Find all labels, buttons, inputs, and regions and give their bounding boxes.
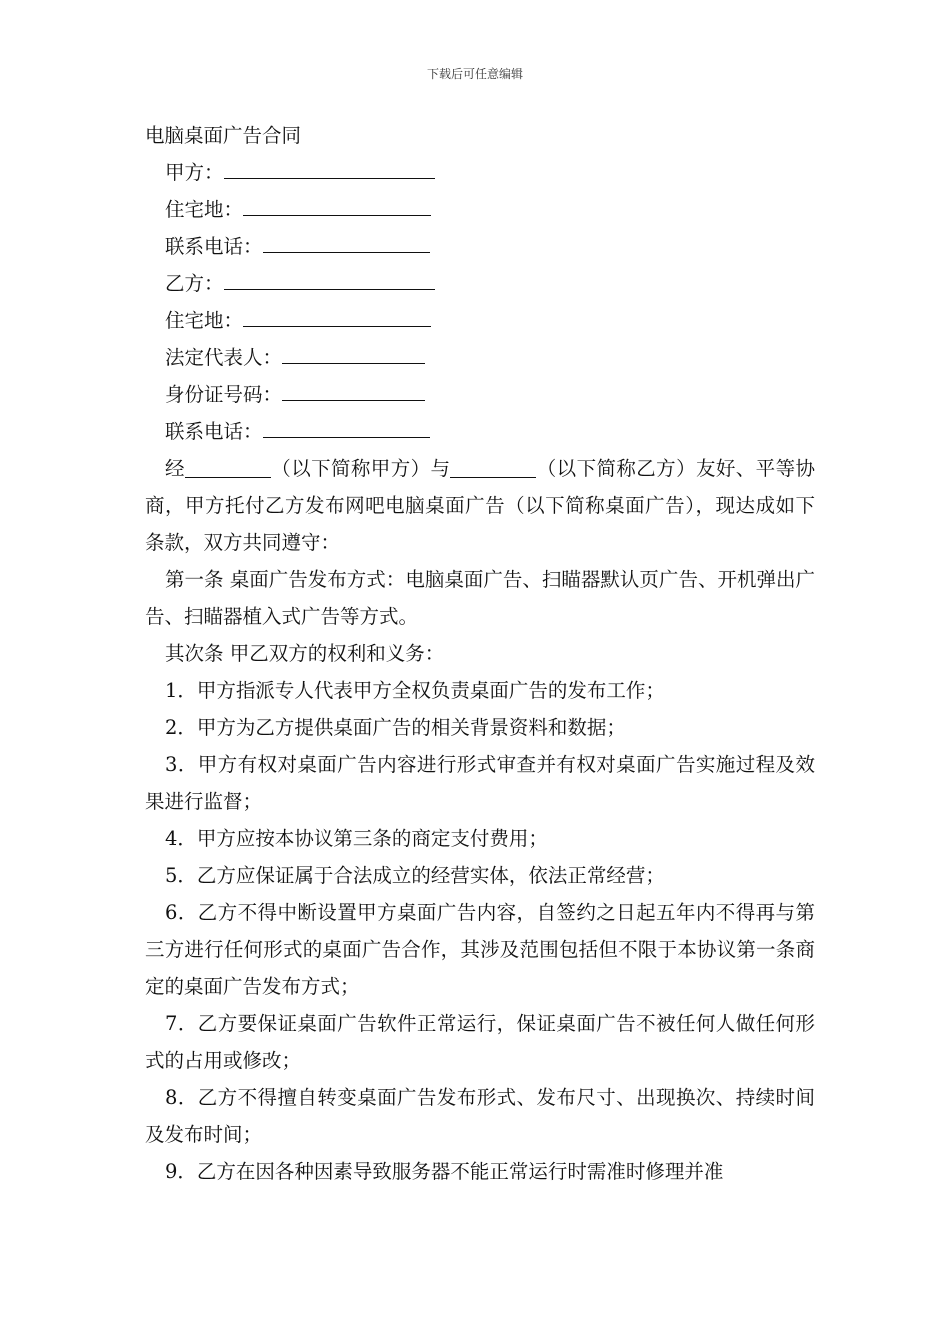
article-1: 第一条 桌面广告发布方式：电脑桌面广告、扫瞄器默认页广告、开机弹出广告、扫瞄器植入式广告等方式。 [145,568,815,628]
field-party-b-address [145,302,815,339]
list-item: 9．乙方在因各种因素导致服务器不能正常运行时需准时修理并准 [165,1160,724,1183]
blank-line [224,156,435,179]
list-item: 3．甲方有权对桌面广告内容进行形式审查并有权对桌面广告实施过程及效果进行监督； [145,753,815,813]
field-party-a [145,154,815,191]
blank-line [282,341,425,364]
field-label: 甲方： [165,161,224,184]
field-label: 联系电话： [165,235,263,258]
list-item: 7．乙方要保证桌面广告软件正常运行，保证桌面广告不被任何人做任何形式的占用或修改； [145,1012,815,1072]
field-legal-representative [145,339,815,376]
blank-line [282,378,425,401]
field-id-number [145,376,815,413]
field-party-a-phone [145,228,815,265]
list-item: 1．甲方指派专人代表甲方全权负责桌面广告的发布工作； [165,679,665,702]
list-item: 8．乙方不得擅自转变桌面广告发布形式、发布尺寸、出现换次、持续时间及发布时间； [145,1086,815,1146]
intro-part-1: 经 [165,457,185,480]
blank-line [185,455,271,478]
field-party-a-address [145,191,815,228]
field-label: 乙方： [165,272,224,295]
field-party-b [145,265,815,302]
blank-line [263,230,430,253]
list-item: 2．甲方为乙方提供桌面广告的相关背景资料和数据； [165,716,626,739]
list-item: 6．乙方不得中断设置甲方桌面广告内容，自签约之日起五年内不得再与第三方进行任何形式的桌面广告合作，其涉及范围包括但不限于本协议第一条商定的桌面广告发布方式； [145,901,815,998]
blank-line [224,267,435,290]
intro-paragraph [145,450,815,561]
field-label: 身份证号码： [165,383,283,406]
blank-line [243,193,431,216]
list-item: 4．甲方应按本协议第三条的商定支付费用； [165,827,548,850]
blank-line [450,455,536,478]
intro-part-3: （以下简称乙方）友好、平等协商，甲方托付乙方发布网吧电脑桌面广告（以下简称桌面广告），现达成如下条款，双方共同遵守： [145,457,815,554]
field-label: 联系电话： [165,420,263,443]
field-label: 法定代表人： [165,346,283,369]
document-title: 电脑桌面广告合同 [145,124,302,147]
list-item: 5．乙方应保证属于合法成立的经营实体，依法正常经营； [165,864,665,887]
page-header-note: 下载后可任意编辑 [426,67,523,81]
intro-part-2: （以下简称甲方）与 [270,457,451,480]
field-party-b-phone [145,413,815,450]
document-body [145,117,815,1190]
blank-line [243,304,431,327]
field-label: 住宅地： [165,309,244,332]
article-2-title: 其次条 甲乙双方的权利和义务： [165,642,445,665]
blank-line [263,415,430,438]
field-label: 住宅地： [165,198,244,221]
